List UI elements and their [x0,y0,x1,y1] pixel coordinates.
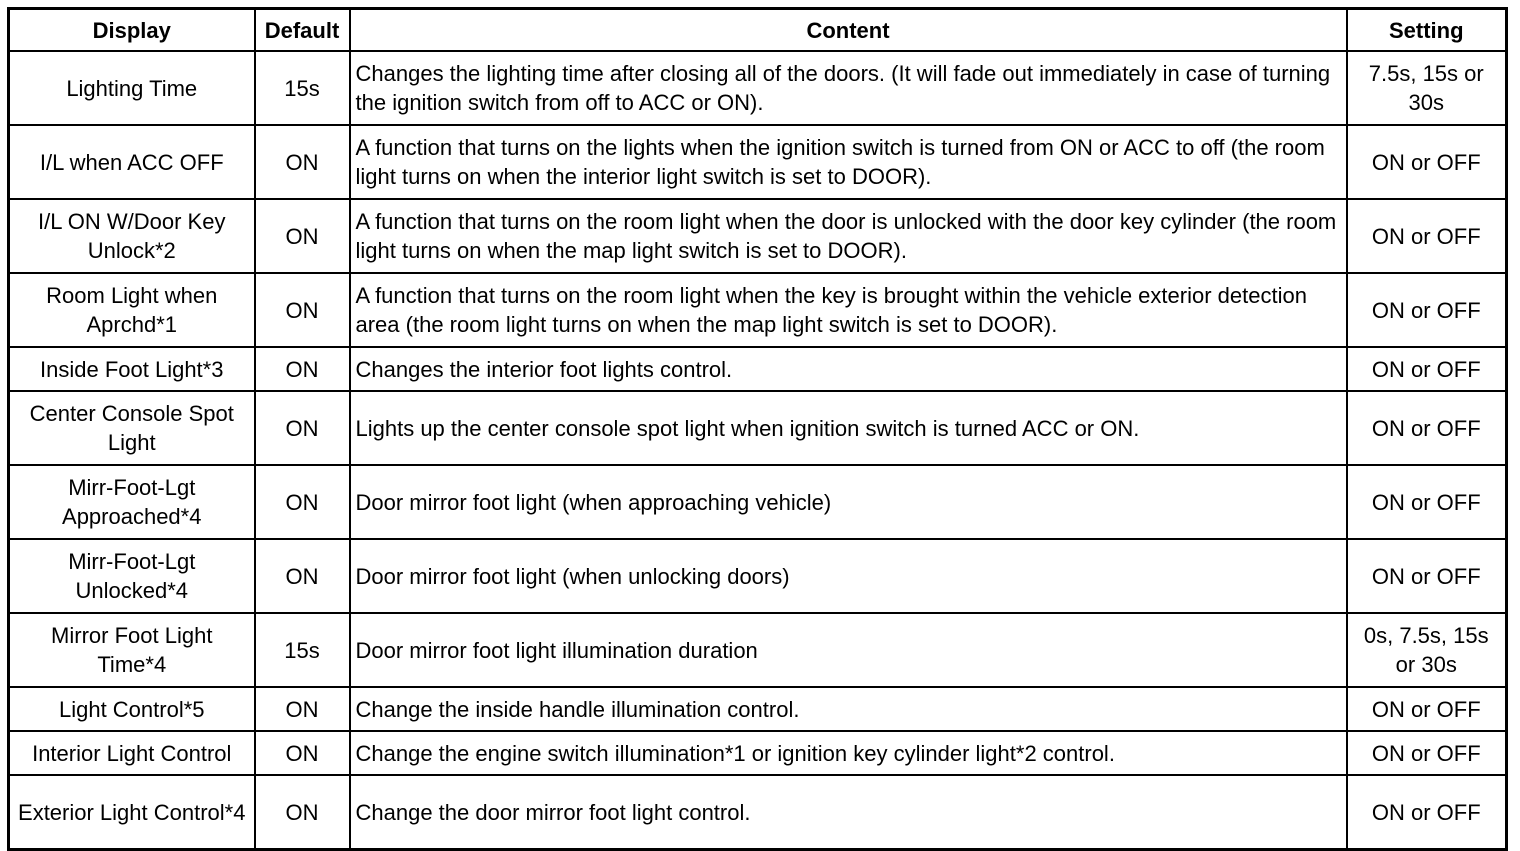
content-cell: Change the inside handle illumination control. [350,687,1347,731]
display-cell: Interior Light Control [9,731,255,775]
content-cell: A function that turns on the room light when the door is unlocked with the door key cylinder (the room light turns on when the map light switch is set to DOOR). [350,199,1347,273]
settings-table [7,7,1508,851]
setting-cell: ON or OFF [1347,731,1507,775]
content-cell: Change the engine switch illumination*1 or ignition key cylinder light*2 control. [350,731,1347,775]
header-default: Default [255,9,350,52]
content-cell: Door mirror foot light (when unlocking doors) [350,539,1347,613]
setting-cell: 7.5s, 15s or 30s [1347,51,1507,125]
setting-cell: ON or OFF [1347,125,1507,199]
content-cell: Changes the interior foot lights control. [350,347,1347,391]
content-cell: Change the door mirror foot light control. [350,775,1347,850]
setting-cell: ON or OFF [1347,391,1507,465]
default-cell: ON [255,687,350,731]
header-row [9,9,1507,52]
table-row [9,465,1507,539]
display-cell: Center Console Spot Light [9,391,255,465]
setting-cell: 0s, 7.5s, 15s or 30s [1347,613,1507,687]
content-cell: Door mirror foot light illumination duration [350,613,1347,687]
setting-cell: ON or OFF [1347,539,1507,613]
display-cell: Light Control*5 [9,687,255,731]
default-cell: 15s [255,613,350,687]
setting-cell: ON or OFF [1347,465,1507,539]
content-cell: A function that turns on the lights when the ignition switch is turned from ON or ACC to off (the room light turns on when the interior light switch is set to DOOR). [350,125,1347,199]
header-display: Display [9,9,255,52]
display-cell: Lighting Time [9,51,255,125]
table-row [9,731,1507,775]
default-cell: ON [255,539,350,613]
header-content: Content [350,9,1347,52]
display-cell: I/L ON W/Door Key Unlock*2 [9,199,255,273]
table-row [9,775,1507,850]
display-cell: I/L when ACC OFF [9,125,255,199]
default-cell: ON [255,273,350,347]
default-cell: ON [255,465,350,539]
header-setting: Setting [1347,9,1507,52]
display-cell: Exterior Light Control*4 [9,775,255,850]
display-cell: Mirr-Foot-Lgt Approached*4 [9,465,255,539]
table-row [9,539,1507,613]
table-row [9,687,1507,731]
default-cell: ON [255,731,350,775]
setting-cell: ON or OFF [1347,199,1507,273]
setting-cell: ON or OFF [1347,273,1507,347]
default-cell: ON [255,775,350,850]
default-cell: ON [255,125,350,199]
default-cell: ON [255,391,350,465]
display-cell: Mirror Foot Light Time*4 [9,613,255,687]
default-cell: ON [255,347,350,391]
table-row [9,347,1507,391]
table-row [9,273,1507,347]
table-row [9,125,1507,199]
default-cell: 15s [255,51,350,125]
display-cell: Room Light when Aprchd*1 [9,273,255,347]
content-cell: A function that turns on the room light when the key is brought within the vehicle exterior detection area (the room light turns on when the map light switch is set to DOOR). [350,273,1347,347]
setting-cell: ON or OFF [1347,775,1507,850]
content-cell: Changes the lighting time after closing all of the doors. (It will fade out immediately in case of turning the ignition switch from off to ACC or ON). [350,51,1347,125]
table-row [9,613,1507,687]
table-row [9,51,1507,125]
display-cell: Inside Foot Light*3 [9,347,255,391]
table-row [9,391,1507,465]
setting-cell: ON or OFF [1347,347,1507,391]
content-cell: Lights up the center console spot light when ignition switch is turned ACC or ON. [350,391,1347,465]
content-cell: Door mirror foot light (when approaching vehicle) [350,465,1347,539]
default-cell: ON [255,199,350,273]
table-row [9,199,1507,273]
setting-cell: ON or OFF [1347,687,1507,731]
display-cell: Mirr-Foot-Lgt Unlocked*4 [9,539,255,613]
